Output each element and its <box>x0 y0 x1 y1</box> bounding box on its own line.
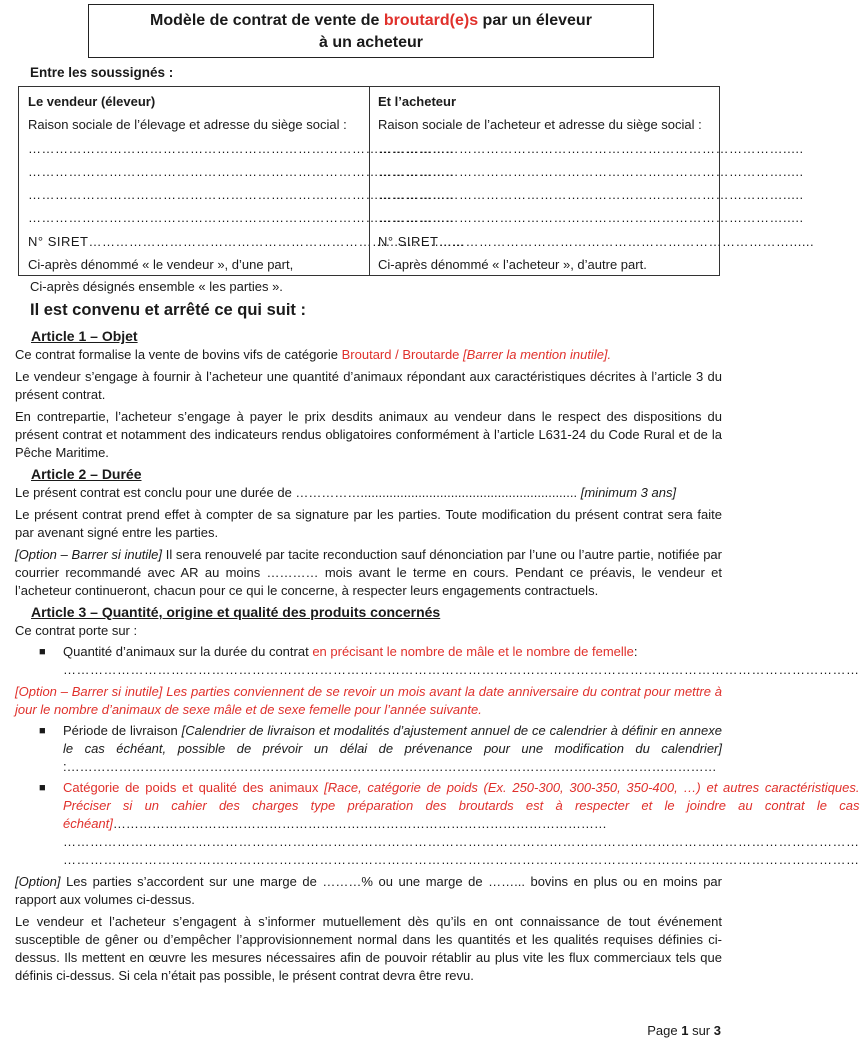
seller-fill-line: ………………………………………………………………………………..... <box>28 210 454 226</box>
title-highlight: broutard(e)s <box>383 12 479 29</box>
square-bullet-icon: ■ <box>39 646 46 658</box>
title-text: Modèle de contrat de vente de <box>150 12 384 29</box>
agreement-heading: Il est convenu et arrêté ce qui suit : <box>30 301 306 319</box>
option-note: [Option] <box>15 874 61 889</box>
fill-line: …………………………………………………………………………………………………………………………………………………………… <box>63 662 860 677</box>
seller-heading: Le vendeur (éleveur) <box>28 94 156 109</box>
article-3-title: Article 3 – Quantité, origine et qualité des produits concernés <box>31 604 441 620</box>
buyer-heading: Et l’acheteur <box>378 94 457 109</box>
instruction-note: [minimum 3 ans] <box>580 485 677 500</box>
seller-siret: N° SIRET……………………………………………………………………...... <box>28 233 465 249</box>
title-text-end: par un éleveur <box>478 12 592 29</box>
buyer-cell <box>369 87 815 275</box>
text: Quantité d’animaux sur la durée du contrat <box>63 644 313 659</box>
list-item <box>15 643 860 679</box>
highlight-text: en précisant le nombre de mâle et le nombre de femelle <box>312 644 634 659</box>
parties-designation: Ci-après désignés ensemble « les parties ». <box>30 279 283 294</box>
buyer-fill-line: ………………………………………………………………………………..... <box>378 187 804 203</box>
article-2-paragraph: Le présent contrat prend effet à compter de sa signature par les parties. Toute modification du présent contrat sera faite par avenant signé entre les parties. <box>15 507 722 540</box>
buyer-label: Raison sociale de l’acheteur et adresse du siège social : <box>378 117 702 133</box>
title-line-2: à un acheteur <box>318 34 424 51</box>
article-3-intro: Ce contrat porte sur : <box>15 623 138 638</box>
article-2-title: Article 2 – Durée <box>31 466 142 482</box>
buyer-denomination: Ci-après dénommé « l’acheteur », d’autre part. <box>378 257 647 273</box>
total-pages: 3 <box>713 1023 721 1038</box>
text: Période de livraison <box>63 723 182 738</box>
highlight-text: Catégorie de poids et qualité des animaux <box>63 780 325 795</box>
fill-line: …………………………………………………………………………………………………………………………………………………………… <box>63 834 860 849</box>
buyer-fill-line: ………………………………………………………………………………..... <box>378 210 804 226</box>
instruction-note: [Barrer la mention inutile]. <box>459 347 612 362</box>
buyer-fill-line: ………………………………………………………………………………..... <box>378 163 804 179</box>
text: Les parties s’accordent sur une marge de ………% ou une marge de ……... bovins en plus ou en moins par rapport aux volumes ci-dessus. <box>15 874 722 907</box>
contract-body <box>15 326 860 985</box>
seller-fill-line: ………………………………………………………………………………..... <box>28 187 454 203</box>
text: Ce contrat formalise la vente de bovins vifs de catégorie <box>15 347 342 362</box>
article-2-paragraph <box>15 484 722 502</box>
article-1-title: Article 1 – Objet <box>31 328 138 344</box>
square-bullet-icon: ■ <box>39 725 46 737</box>
text: sur <box>688 1023 714 1038</box>
category-option: Broutard / Broutarde <box>341 347 460 362</box>
text: : <box>633 644 638 659</box>
margin-paragraph <box>15 873 722 909</box>
article-1-paragraph: Le vendeur s’engage à fournir à l’acheteur une quantité d’animaux répondant aux caractéristiques décrites à l’article 3 du présent contrat. <box>15 369 722 402</box>
instruction-note: [Calendrier de livraison et modalités d’ajustement annuel de ce calendrier à définir en annexe le cas échéant, possible de prévoir un délai de prévenance pour une modification du calendrier] <box>63 723 722 756</box>
final-paragraph: Le vendeur et l’acheteur s’engagent à s’informer mutuellement dès qu’ils en ont connaissance de tout événement susceptible de gêner ou d’empêcher l’approvisionnement normal dans les quantités et les qualités requises définies ci-dessus. Ils mettent en œuvre les mesures nécessaires afin de pouvoir rétablir au plus vite les flux commerciaux tels que définis ci-dessus. Si cela n’était pas possible, le présent contrat devra être revu. <box>15 914 722 983</box>
instruction-note: [Race, catégorie de poids (Ex. 250-300, 300-350, 350-400, …) et autres caractéristiques. Préciser si un cahier des charges type préparation des broutards est à respecter et le joindre au contrat le cas échéant] <box>63 780 860 831</box>
document-title <box>88 4 654 58</box>
fill-line: …………………………………………………………………………………………………………………………………………………………… <box>63 852 860 867</box>
seller-denomination: Ci-après dénommé « le vendeur », d’une part, <box>28 257 294 273</box>
buyer-siret: N° SIRET……………………………………………………………………...... <box>378 233 815 249</box>
seller-fill-line: ………………………………………………………………………………..... <box>28 140 454 156</box>
between-heading: Entre les soussignés : <box>30 65 174 80</box>
text: …………………………………………………………………………………………………… <box>112 816 607 831</box>
text: Le présent contrat est conclu pour une durée de ……………............................................................ <box>15 485 581 500</box>
option-paragraph: [Option – Barrer si inutile] Les parties conviennent de se revoir un mois avant la date anniversaire du contrat pour mettre à jour le nombre d’animaux de sexe mâle et de sexe femelle pour l’année suivante. <box>15 684 722 717</box>
buyer-fill-line: ………………………………………………………………………………..... <box>378 140 804 156</box>
article-1-paragraph <box>15 346 722 364</box>
current-page: 1 <box>681 1023 689 1038</box>
seller-fill-line: ………………………………………………………………………………..... <box>28 163 454 179</box>
article-2-paragraph <box>15 546 722 600</box>
article-1-paragraph: En contrepartie, l’acheteur s’engage à payer le prix desdits animaux au vendeur dans le respect des dispositions du présent contrat et notamment des indicateurs rendus obligatoires conformément à l’article L631-24 du Code Rural et de la Pêche Maritime. <box>15 409 722 460</box>
list-item <box>15 722 722 776</box>
seller-label: Raison sociale de l’élevage et adresse du siège social : <box>28 117 347 133</box>
square-bullet-icon: ■ <box>39 782 46 794</box>
option-note: [Option – Barrer si inutile] <box>15 547 163 562</box>
text: Il sera renouvelé par tacite reconduction sauf dénonciation par l’une ou l’autre partie, notifiée par courrier recommandé avec AR au moins ………… mois avant le terme en cours. Pendant ce préavis, le vendeur et l’acheteur continueront, chacun pour ce qui le concerne, à respecter leurs engagements contractuels. <box>15 547 722 598</box>
list-item <box>15 779 860 869</box>
text: Page <box>647 1023 682 1038</box>
parties-table <box>18 86 815 276</box>
page-number <box>647 1022 721 1040</box>
text: :…………………………………………………………………………………………………………………………………… <box>63 759 717 774</box>
